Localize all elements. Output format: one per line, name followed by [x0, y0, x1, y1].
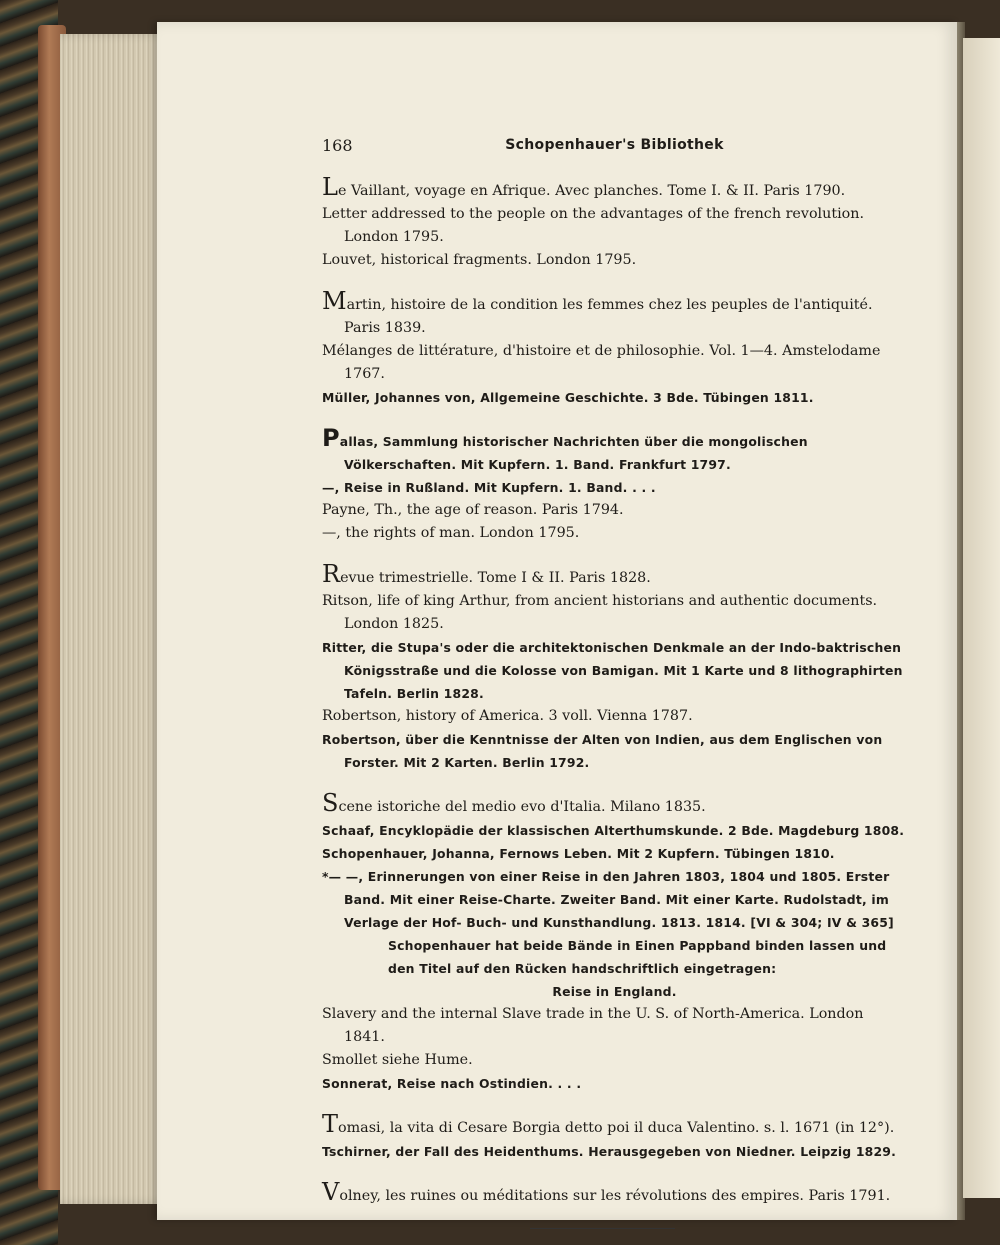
catalogue-entry: Slavery and the internal Slave trade in the U. S. of North-America. London 1841.	[322, 1006, 864, 1045]
facing-page	[963, 38, 1000, 1198]
catalogue-entry: Scene istoriche del medio evo d'Italia. Milano 1835.	[322, 789, 706, 817]
catalogue-entry: —, Reise in Rußland. Mit Kupfern. 1. Band. . . .	[322, 480, 656, 495]
catalogue-entry: Martin, histoire de la condition les femmes chez les peuples de l'antiquité. Paris 1839.	[322, 287, 873, 336]
catalogue-entry: Müller, Johannes von, Allgemeine Geschichte. 3 Bde. Tübingen 1811.	[322, 390, 814, 405]
page-header	[322, 130, 907, 160]
catalogue-entry: Robertson, über die Kenntnisse der Alten von Indien, aus dem Englischen von Forster. Mit 2 Karten. Berlin 1792.	[322, 732, 883, 770]
catalogue-entry: Ritson, life of king Arthur, from ancient historians and authentic documents. London 1825.	[322, 593, 878, 632]
catalogue-entry: Ritter, die Stupa's oder die architektonischen Denkmale an der Indo-baktrischen Königsstraße und die Kolosse von Bamigan. Mit 1 Karte und 8 lithographirten Tafeln. Berlin 1828.	[322, 640, 903, 701]
catalogue-entry: Letter addressed to the people on the advantages of the french revolution. London 1795.	[322, 206, 865, 245]
catalogue-body	[322, 173, 907, 1229]
page-number: 168	[322, 136, 353, 155]
catalogue-note-title: Reise in England.	[552, 984, 677, 999]
catalogue-entry: Mélanges de littérature, d'histoire et de philosophie. Vol. 1—4. Amstelodame 1767.	[322, 343, 881, 382]
catalogue-entry: Louvet, historical fragments. London 1795.	[322, 252, 637, 268]
catalogue-entry: Revue trimestrielle. Tome I & II. Paris 1828.	[322, 560, 651, 588]
catalogue-entry: Tschirner, der Fall des Heidenthums. Herausgegeben von Niedner. Leipzig 1829.	[322, 1144, 897, 1159]
catalogue-entry: Payne, Th., the age of reason. Paris 1794.	[322, 502, 624, 518]
catalogue-entry: Tomasi, la vita di Cesare Borgia detto poi il duca Valentino. s. l. 1671 (in 12°).	[322, 1110, 895, 1138]
catalogue-entry: Robertson, history of America. 3 voll. Vienna 1787.	[322, 708, 693, 724]
catalogue-entry: Schaaf, Encyklopädie der klassischen Alterthumskunde. 2 Bde. Magdeburg 1808.	[322, 823, 905, 838]
catalogue-entry: Pallas, Sammlung historischer Nachrichten über die mongolischen Völkerschaften. Mit Kupfern. 1. Band. Frankfurt 1797.	[322, 424, 808, 472]
catalogue-entry: *— —, Erinnerungen von einer Reise in den Jahren 1803, 1804 und 1805. Erster Band. Mit einer Reise-Charte. Zweiter Band. Mit einer Karte. Rudolstadt, im Verlage der Hof- Buch- und Kunsthandlung. 1813. 1814. [VI & 304; IV & 365]	[322, 869, 894, 930]
catalogue-entry: Smollet siehe Hume.	[322, 1052, 473, 1068]
end-rule	[530, 1228, 675, 1229]
catalogue-entry: —, the rights of man. London 1795.	[322, 525, 580, 541]
catalogue-entry: Le Vaillant, voyage en Afrique. Avec planches. Tome I. & II. Paris 1790.	[322, 173, 846, 201]
catalogue-note: Schopenhauer hat beide Bände in Einen Pappband binden lassen und den Titel auf den Rücken handschriftlich eingetragen:	[388, 938, 887, 976]
catalogue-entry: Volney, les ruines ou méditations sur les révolutions des empires. Paris 1791.	[322, 1178, 891, 1206]
catalogue-entry: Sonnerat, Reise nach Ostindien. . . .	[322, 1076, 582, 1091]
catalogue-entry: Schopenhauer, Johanna, Fernows Leben. Mit 2 Kupfern. Tübingen 1810.	[322, 846, 835, 861]
running-title: Schopenhauer's Bibliothek	[505, 137, 724, 153]
